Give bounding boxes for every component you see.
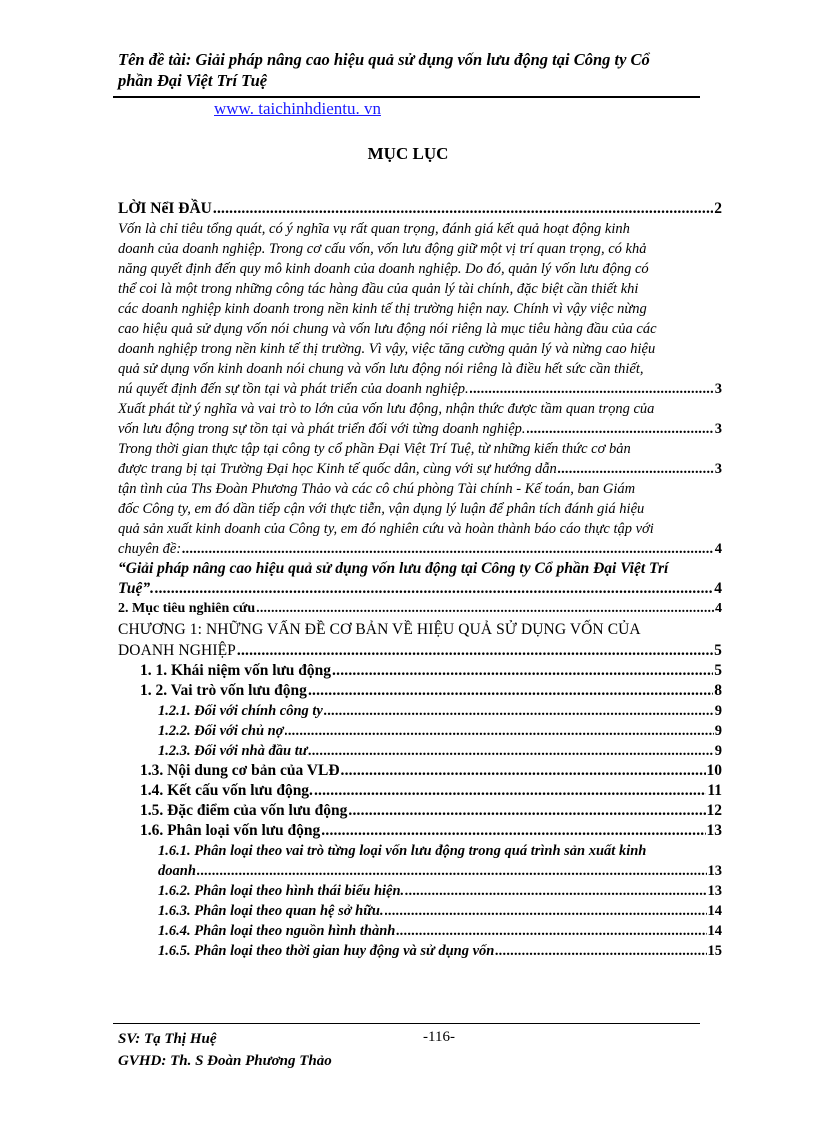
website-link[interactable]: www. taichinhdientu. vn <box>214 99 381 118</box>
toc-entry-text: chuyên đề: <box>118 541 182 557</box>
page-heading: MỤC LỤC <box>367 144 449 163</box>
toc-entry-1-5[interactable] <box>118 801 722 821</box>
paragraph-line: tận tình của Ths Đoàn Phương Thảo và các cô chú phòng Tài chính - Kế toán, ban Giám <box>118 481 636 497</box>
toc-entry-text: nú quyết định đến sự tồn tại và phát triển của doanh nghiệp. <box>118 381 469 397</box>
toc-entry-text: 1.6.2. Phân loại theo hình thái biểu hiện. <box>158 883 405 899</box>
toc-leader-dots <box>396 921 706 941</box>
toc-entry-text: DOANH NGHIỆP <box>118 642 236 659</box>
document-title-line1: Tên đề tài: Giải pháp nâng cao hiệu quả sử dụng vốn lưu động tại Công ty Cổ <box>118 50 650 69</box>
toc-page-number: 13 <box>707 883 722 899</box>
paragraph-line: “Giải pháp nâng cao hiệu quả sử dụng vốn lưu động tại Công ty Cổ phần Đại Việt Trí <box>118 560 669 577</box>
toc-entry-chapter-1[interactable] <box>118 619 722 661</box>
toc-entry-1-6-5[interactable] <box>118 941 722 961</box>
toc-entry-1-6-4[interactable] <box>118 921 722 941</box>
toc-page-number: 11 <box>707 782 722 799</box>
header-divider <box>113 96 700 98</box>
toc-leader-dots <box>308 681 713 701</box>
toc-leader-dots <box>558 459 714 479</box>
toc-page-number: 15 <box>707 943 722 959</box>
toc-entry-1-2[interactable] <box>118 681 722 701</box>
toc-page-number: 4 <box>715 601 722 616</box>
toc-page-number: 3 <box>714 461 722 477</box>
toc-entry-1-2-3[interactable] <box>118 741 722 761</box>
toc-entry-paragraph-4[interactable] <box>118 479 722 559</box>
toc-entry-paragraph-3[interactable] <box>118 439 722 479</box>
toc-entry-text: 2. Mục tiêu nghiên cứu <box>118 601 256 616</box>
toc-leader-dots <box>285 721 714 741</box>
document-title-line2: phần Đại Việt Trí Tuệ <box>118 71 268 90</box>
toc-page-number: 14 <box>707 923 722 939</box>
toc-leader-dots <box>308 741 713 761</box>
toc-entry-text: LỜI NểI ĐẦU <box>118 200 212 217</box>
toc-leader-dots <box>385 901 707 921</box>
toc-leader-dots <box>256 599 714 619</box>
paragraph-line: doanh của doanh nghiệp. Trong cơ cấu vốn, vốn lưu động giữ một vị trí quan trọng, có khả <box>118 241 647 257</box>
toc-entry-text: 1. 2. Vai trò vốn lưu động <box>140 682 307 699</box>
toc-page-number: 10 <box>706 762 722 779</box>
toc-leader-dots <box>341 761 706 781</box>
toc-page-number: 5 <box>714 662 722 679</box>
table-of-contents <box>118 199 722 961</box>
toc-entry-text: doanh <box>158 863 196 879</box>
footer-student: SV: Tạ Thị Huệ <box>118 1031 217 1047</box>
toc-entry-text: 1.2.2. Đối với chủ nợ <box>158 723 284 739</box>
toc-page-number: 2 <box>714 200 722 217</box>
toc-page-number: 3 <box>714 421 722 437</box>
toc-leader-dots <box>155 579 713 599</box>
toc-leader-dots <box>213 199 713 219</box>
toc-leader-dots <box>495 941 706 961</box>
toc-page-number: 5 <box>714 642 722 659</box>
paragraph-line: 1.6.1. Phân loại theo vai trò từng loại vốn lưu động trong quá trình sản xuất kinh <box>158 843 647 859</box>
toc-entry-1-2-2[interactable] <box>118 721 722 741</box>
toc-leader-dots <box>237 640 713 661</box>
toc-entry-text: 1.6.3. Phân loại theo quan hệ sở hữu. <box>158 903 384 919</box>
toc-leader-dots <box>405 881 706 901</box>
toc-leader-dots <box>182 539 714 559</box>
toc-entry-text: 1.3. Nội dung cơ bản của VLĐ <box>140 762 340 779</box>
toc-entry-1-2-1[interactable] <box>118 701 722 721</box>
toc-entry-text: 1.5. Đặc điểm của vốn lưu động <box>140 802 348 819</box>
toc-entry-text: Tuệ”. <box>118 580 155 597</box>
toc-entry-loi-noi-dau[interactable] <box>118 199 722 219</box>
paragraph-line: Xuất phát từ ý nghĩa và vai trò to lớn của vốn lưu động, nhận thức được tầm quan trọng của <box>118 401 655 417</box>
document-title <box>118 49 698 91</box>
toc-entry-1-6-3[interactable] <box>118 901 722 921</box>
paragraph-line: Trong thời gian thực tập tại công ty cổ phần Đại Việt Trí Tuệ, từ những kiến thức cơ bản <box>118 441 631 457</box>
toc-page-number: 9 <box>714 743 722 759</box>
paragraph-line: quả sản xuất kinh doanh của Công ty, em đó nghiên cứu và hoàn thành báo cáo thực tập với <box>118 521 654 537</box>
toc-leader-dots <box>470 379 714 399</box>
toc-entry-paragraph-2[interactable] <box>118 399 722 439</box>
toc-entry-topic[interactable] <box>118 559 722 599</box>
footer-divider <box>113 1023 700 1024</box>
paragraph-line: đốc Công ty, em đó dần tiếp cận với thực tiễn, vận dụng lý luận để phân tích đánh giá hiệu <box>118 501 645 517</box>
paragraph-line: năng quyết định đến quy mô kinh doanh của doanh nghiệp. Do đó, quản lý vốn lưu động có <box>118 261 649 277</box>
paragraph-line: CHƯƠNG 1: NHỮNG VẤN ĐỀ CƠ BẢN VỀ HIỆU QUẢ SỬ DỤNG VỐN CỦA <box>118 621 641 638</box>
toc-page-number: 13 <box>706 822 722 839</box>
toc-entry-1-3[interactable] <box>118 761 722 781</box>
toc-entry-muc-tieu[interactable] <box>118 599 722 619</box>
toc-page-number: 14 <box>707 903 722 919</box>
paragraph-line: cao hiệu quả sử dụng vốn nói chung và vốn lưu động nói riêng là mục tiêu hàng đầu của các <box>118 321 657 337</box>
toc-entry-text: được trang bị tại Trường Đại học Kinh tế quốc dân, cùng với sự hướng dẫn <box>118 461 557 477</box>
toc-entry-text: 1.2.1. Đối với chính công ty <box>158 703 323 719</box>
toc-entry-1-1[interactable] <box>118 661 722 681</box>
paragraph-line: Vốn là chỉ tiêu tổng quát, có ý nghĩa vụ rất quan trọng, đánh giá kết quả hoạt động kinh <box>118 221 630 237</box>
toc-entry-text: 1.6.5. Phân loại theo thời gian huy động và sử dụng vốn <box>158 943 495 959</box>
paragraph-line: quả sử dụng vốn kinh doanh nói chung và vốn lưu động nói riêng là điều hết sức cần thiết, <box>118 361 644 377</box>
toc-page-number: 4 <box>714 580 722 597</box>
toc-leader-dots <box>197 861 707 881</box>
toc-entry-text: 1. 1. Khái niệm vốn lưu động <box>140 662 332 679</box>
paragraph-line: các doanh nghiệp kinh doanh trong nền kinh tế thị trường hiện nay. Chính vì vậy việc nừng <box>118 301 647 317</box>
toc-page-number: 9 <box>714 703 722 719</box>
toc-leader-dots <box>321 821 705 841</box>
toc-page-number: 4 <box>714 541 722 557</box>
toc-entry-text: vốn lưu động trong sự tồn tại và phát triển đối với từng doanh nghiệp. <box>118 421 526 437</box>
toc-entry-paragraph-1[interactable] <box>118 219 722 399</box>
toc-entry-text: 1.6. Phân loại vốn lưu động <box>140 822 321 839</box>
toc-entry-1-6-1[interactable] <box>118 841 722 881</box>
toc-page-number: 12 <box>706 802 722 819</box>
toc-leader-dots <box>314 781 706 801</box>
paragraph-line: thể coi là một trong những công tác hàng đầu của quản lý tài chính, đặc biệt cần thiết khi <box>118 281 639 297</box>
toc-page-number: 9 <box>714 723 722 739</box>
toc-page-number: 13 <box>707 863 722 879</box>
toc-leader-dots <box>527 419 714 439</box>
toc-entry-1-6-2[interactable] <box>118 881 722 901</box>
toc-page-number: 3 <box>714 381 722 397</box>
toc-entry-1-6[interactable] <box>118 821 722 841</box>
footer-page-number: -116- <box>423 1029 455 1045</box>
footer-supervisor: GVHD: Th. S Đoàn Phương Thảo <box>118 1053 332 1069</box>
toc-entry-1-4[interactable] <box>118 781 722 801</box>
toc-entry-text: 1.2.3. Đối với nhà đầu tư <box>158 743 308 759</box>
toc-entry-text: 1.6.4. Phân loại theo nguồn hình thành <box>158 923 396 939</box>
toc-page-number: 8 <box>714 682 722 699</box>
toc-leader-dots <box>332 661 713 681</box>
toc-leader-dots <box>348 801 705 821</box>
toc-leader-dots <box>324 701 714 721</box>
toc-entry-text: 1.4. Kết cấu vốn lưu động. <box>140 782 313 799</box>
paragraph-line: doanh nghiệp trong nền kinh tế thị trường. Vì vậy, việc tăng cường quản lý và nừng cao hiệu <box>118 341 656 357</box>
